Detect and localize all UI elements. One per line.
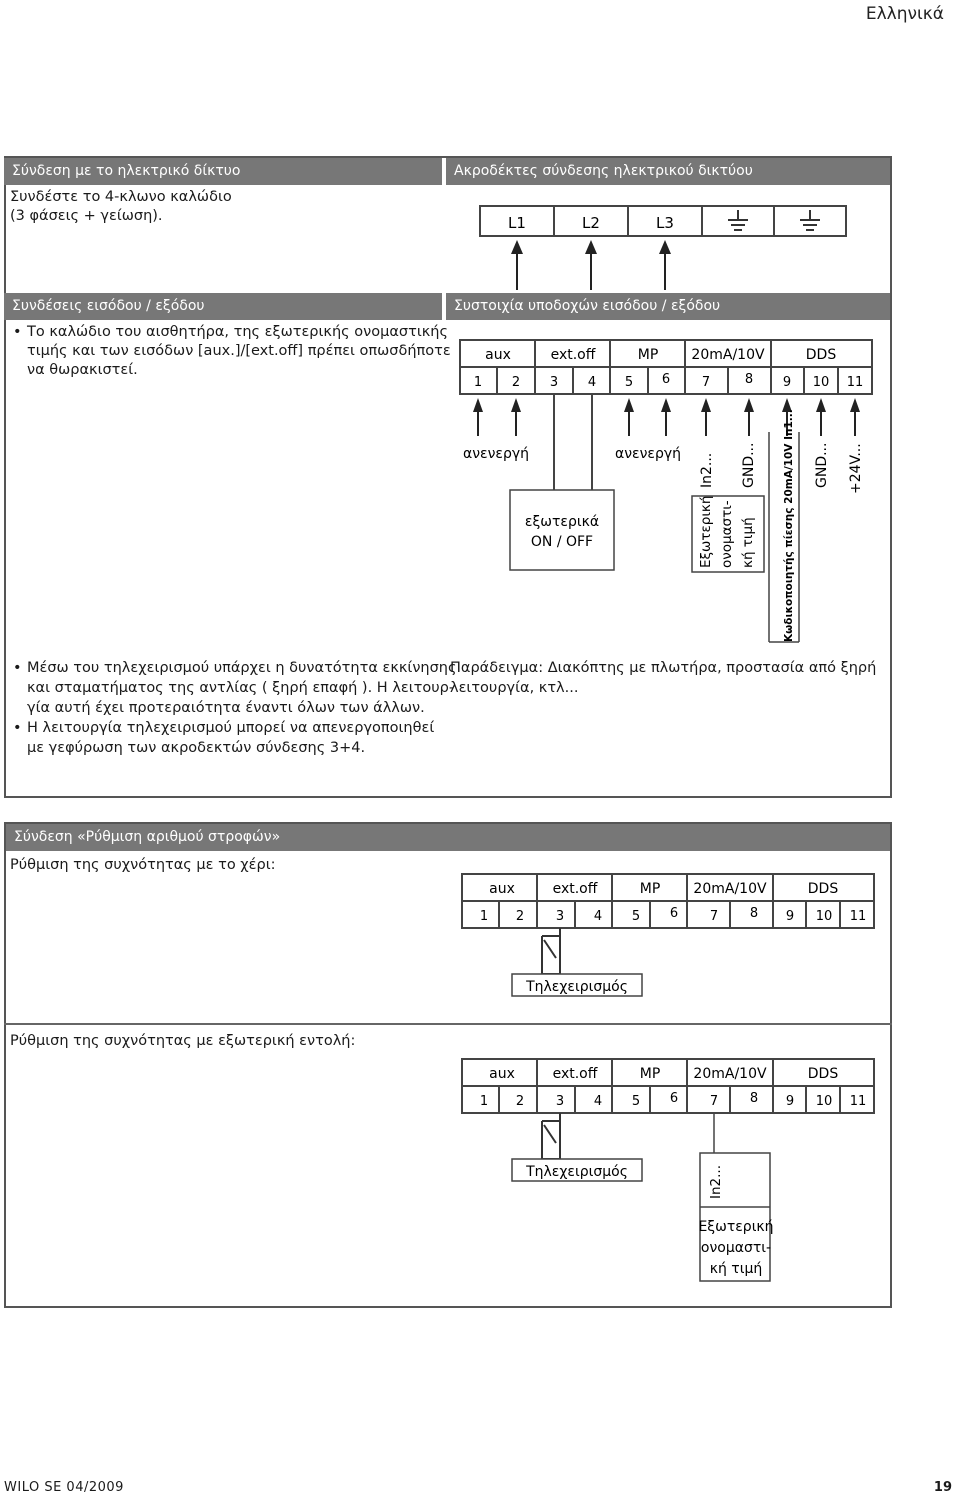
inactive-label-2: ανενεργή xyxy=(614,446,682,462)
terminal-number: 8 xyxy=(749,1091,759,1106)
terminal-number: 3 xyxy=(549,375,559,390)
terminal-number: 1 xyxy=(473,375,483,390)
terminal-number: 10 xyxy=(815,909,833,924)
terminal-number: 11 xyxy=(846,375,864,390)
switch-icon xyxy=(542,1113,560,1159)
remote-note-line-5: με γεφύρωση των ακροδεκτών σύνδεσης 3+4. xyxy=(27,740,366,756)
inactive-label-1: ανενεργή xyxy=(462,446,530,462)
terminal-number: 11 xyxy=(849,1094,867,1109)
terminal-number: 2 xyxy=(515,909,525,924)
terminal-number: 6 xyxy=(669,1091,679,1106)
terminal-number: 8 xyxy=(744,372,754,387)
terminal-number: 5 xyxy=(631,1094,641,1109)
terminal-number: 2 xyxy=(511,375,521,390)
mains-terminal-diagram xyxy=(470,200,860,295)
ext-onoff-label-2: ON / OFF xyxy=(530,534,594,550)
group-aux: aux xyxy=(489,1066,515,1082)
speed-title: Σύνδεση «Ρύθμιση αριθμού στροφών» xyxy=(6,824,890,851)
terminal-number: 11 xyxy=(849,909,867,924)
group-20ma: 20mA/10V xyxy=(693,881,767,897)
terminal-l3: L3 xyxy=(656,214,674,232)
terminal-number: 1 xyxy=(479,1094,489,1109)
page-number: 19 xyxy=(933,1480,952,1495)
shield-note-line-1: • Το καλώδιο του αισθητήρα, της εξωτερικής ονομαστικής xyxy=(27,323,448,341)
gnd-label-2: GND... xyxy=(814,442,830,488)
group-aux: aux xyxy=(485,347,511,363)
shield-note-line-2: τιμής και των εισόδων [aux.]/[ext.off] πρέπει οπωσδήποτε xyxy=(27,343,451,359)
document-id: WILO SE 04/2009 xyxy=(4,1480,124,1495)
ext-setpoint-2: ονομαστι- xyxy=(719,500,735,568)
remote-note-line-3: γία αυτή έχει προτεραιότητα έναντι όλων των άλλων. xyxy=(27,700,425,716)
group-ext-off: ext.off xyxy=(552,1066,598,1082)
manual-setting-diagram xyxy=(460,872,880,1002)
group-dds: DDS xyxy=(805,347,837,363)
mains-right-title: Ακροδέκτες σύνδεσης ηλεκτρικού δικτύου xyxy=(446,158,890,185)
terminal-number: 3 xyxy=(555,909,565,924)
terminal-number: 2 xyxy=(515,1094,525,1109)
terminal-number: 1 xyxy=(479,909,489,924)
example-line-1: Παράδειγμα: Διακόπτης με πλωτήρα, προστασία από ξηρή xyxy=(450,660,877,676)
terminal-number: 10 xyxy=(815,1094,833,1109)
arrow-up-icon xyxy=(511,240,671,290)
mains-left-title: Σύνδεση με το ηλεκτρικό δίκτυο xyxy=(4,158,442,185)
terminal-number: 4 xyxy=(593,909,603,924)
in1-label: Κωδικοποιητής πίεσης 20mA/10V In1... xyxy=(783,409,795,642)
terminal-l2: L2 xyxy=(582,214,600,232)
terminal-number: 9 xyxy=(782,375,792,390)
remote-note-line-1: • Μέσω του τηλεχειρισμού υπάρχει η δυνατότητα εκκίνησης xyxy=(27,659,457,677)
terminal-number: 4 xyxy=(593,1094,603,1109)
ext-setpoint-3: κή τιμή xyxy=(709,1261,763,1277)
in2-label: In2... xyxy=(699,452,715,488)
remote-label: Τηλεχειρισμός xyxy=(526,1164,628,1180)
mains-instruction-1: Συνδέστε το 4-κλωνο καλώδιο xyxy=(10,189,232,205)
remote-note-line-2: και σταματήματος της αντλίας ( ξηρή επαφή ). Η λειτουρ- xyxy=(27,680,455,696)
terminal-number: 9 xyxy=(785,1094,795,1109)
io-left-title: Συνδέσεις εισόδου / εξόδου xyxy=(4,293,442,320)
switch-icon xyxy=(542,928,560,974)
gnd-label-1: GND... xyxy=(741,442,757,488)
terminal-number: 9 xyxy=(785,909,795,924)
group-dds: DDS xyxy=(807,1066,839,1082)
mains-instruction-2: (3 φάσεις + γείωση). xyxy=(10,208,163,224)
ext-setpoint-1: Εξωτερική xyxy=(698,1219,774,1235)
ext-onoff-label-1: εξωτερικά xyxy=(524,514,600,530)
terminal-number: 7 xyxy=(701,375,711,390)
group-ext-off: ext.off xyxy=(552,881,598,897)
group-20ma: 20mA/10V xyxy=(691,347,765,363)
ext-setpoint-2: ονομαστι- xyxy=(700,1240,772,1256)
group-mp: MP xyxy=(637,347,659,363)
external-setting-label: Ρύθμιση της συχνότητας με εξωτερική εντολή: xyxy=(10,1033,356,1049)
ext-setpoint-3: κή τιμή xyxy=(740,517,756,568)
terminal-number: 3 xyxy=(555,1094,565,1109)
group-ext-off: ext.off xyxy=(550,347,596,363)
manual-setting-label: Ρύθμιση της συχνότητας με το χέρι: xyxy=(10,857,276,873)
separator xyxy=(4,1023,892,1025)
terminal-number: 8 xyxy=(749,906,759,921)
terminal-number: 5 xyxy=(624,375,634,390)
terminal-number: 7 xyxy=(709,1094,719,1109)
terminal-number: 5 xyxy=(631,909,641,924)
external-setting-diagram xyxy=(460,1057,880,1287)
group-dds: DDS xyxy=(807,881,839,897)
terminal-number: 6 xyxy=(661,372,671,387)
remote-label: Τηλεχειρισμός xyxy=(526,979,628,995)
language-label: Ελληνικά xyxy=(865,4,944,24)
arrow-up-icon xyxy=(473,398,860,436)
group-20ma: 20mA/10V xyxy=(693,1066,767,1082)
ext-setpoint-1: Εξωτερική xyxy=(698,495,714,568)
terminal-number: 7 xyxy=(709,909,719,924)
terminal-number: 6 xyxy=(669,906,679,921)
shield-note-line-3: να θωρακιστεί. xyxy=(27,362,138,378)
group-aux: aux xyxy=(489,881,515,897)
terminal-number: 4 xyxy=(587,375,597,390)
group-mp: MP xyxy=(639,1066,661,1082)
group-mp: MP xyxy=(639,881,661,897)
terminal-l1: L1 xyxy=(508,214,526,232)
io-right-title: Συστοιχία υποδοχών εισόδου / εξόδου xyxy=(446,293,890,320)
v24-label: +24V... xyxy=(848,443,864,494)
terminal-number: 10 xyxy=(812,375,830,390)
in2-label: In2... xyxy=(708,1164,724,1199)
example-line-2: λειτουργία, κτλ... xyxy=(450,680,579,696)
remote-note-line-4: • Η λειτουργία τηλεχειρισμού μπορεί να απενεργοποιηθεί xyxy=(27,719,434,737)
io-terminal-diagram xyxy=(456,336,886,646)
